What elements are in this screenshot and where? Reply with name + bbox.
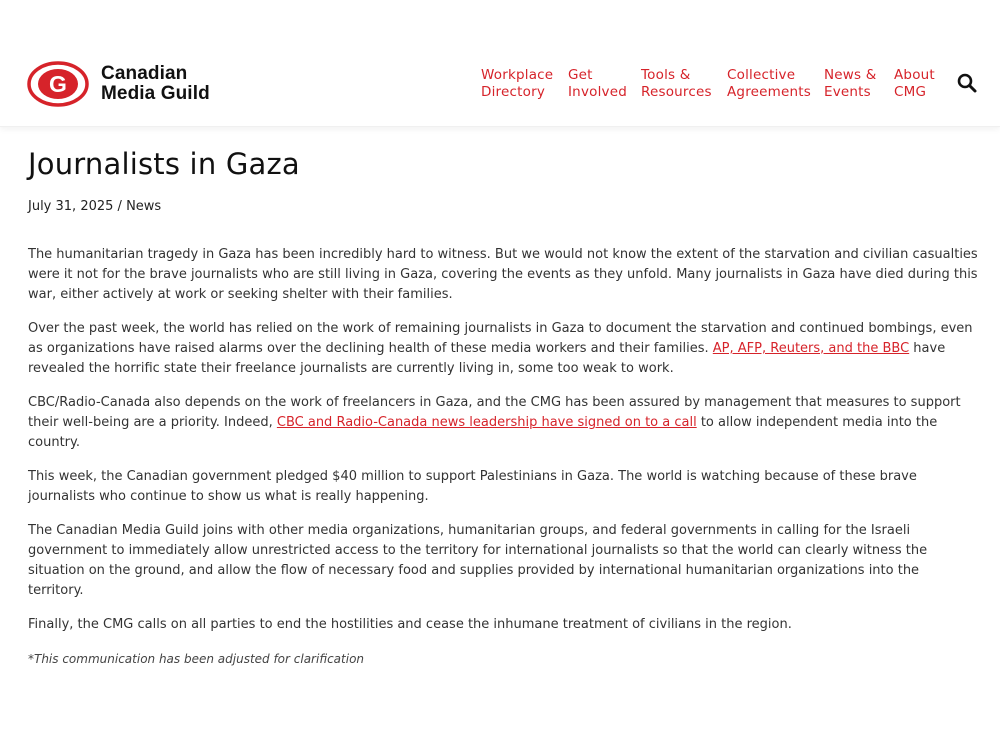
site-header	[0, 0, 1000, 127]
cbc-call-link[interactable]: CBC and Radio-Canada news leadership have signed on to a call	[276, 415, 697, 430]
logo-letter: G	[49, 71, 67, 97]
nav-label-line2: Directory	[481, 84, 546, 100]
paragraph: The Canadian Media Guild joins with other media organizations, humanitarian groups, and federal governments in calling for the Israeli government to immediately allow unrestricted access to the territory for international journalists so that the world can clearly witness the situation on the ground, and allow the flow of necessary food and supplies provided by international humanitarian organizations into the territory.	[28, 523, 928, 598]
paragraph: The humanitarian tragedy in Gaza has been incredibly hard to witness. But we would not know the extent of the starvation and civilian casualties were it not for the brave journalists who are still living in Gaza, covering the events as they unfold. Many journalists in Gaza have died during this war, either actively at work or seeking shelter with their families.	[28, 247, 978, 302]
paragraph	[28, 393, 978, 453]
nav-label-line1: Collective	[727, 67, 796, 83]
nav-label-line2: CMG	[894, 84, 927, 100]
nav-label-line1: Workplace	[481, 67, 554, 83]
main-nav	[481, 67, 954, 101]
nav-tools-resources[interactable]	[641, 67, 727, 101]
nav-label-line2: Agreements	[727, 84, 812, 100]
nav-label-line2: Resources	[641, 84, 712, 100]
nav-label-line2: Events	[824, 84, 871, 100]
paragraph-text: CBC/Radio-Canada also depends on the work of freelancers in Gaza, and the CMG has been assured by management that measures to support their well-being are a priority. Indeed,	[28, 395, 961, 430]
article-body	[28, 245, 978, 669]
nav-collective-agreements[interactable]	[727, 67, 824, 101]
logo-wordmark	[101, 64, 210, 104]
nav-label-line1: Get	[568, 67, 593, 83]
cmg-logo-icon	[27, 61, 89, 107]
logo-name-line2: Media Guild	[101, 83, 210, 104]
ap-afp-reuters-bbc-link[interactable]: AP, AFP, Reuters, and the BBC	[712, 341, 910, 356]
category-link[interactable]: News	[126, 199, 162, 214]
nav-label-line2: Involved	[568, 84, 628, 100]
paragraph: This week, the Canadian government pledged $40 million to support Palestinians in Gaza. The world is watching because of these brave journalists who continue to show us what is really happening.	[28, 469, 917, 504]
meta-separator: /	[113, 199, 127, 214]
post-date: July 31, 2025	[28, 199, 114, 214]
logo-name-line1: Canadian	[101, 63, 188, 84]
paragraph-text: have revealed the horrific state their freelance journalists are currently living in, some too weak to work.	[28, 341, 946, 376]
site-logo[interactable]	[27, 61, 210, 107]
paragraph	[28, 319, 978, 379]
nav-news-events[interactable]	[824, 67, 894, 101]
paragraph-text: Over the past week, the world has relied on the work of remaining journalists in Gaza to document the starvation and continued bombings, even as organizations have raised alarms over the declining health of these media workers and their families.	[28, 321, 973, 356]
nav-about-cmg[interactable]	[894, 67, 954, 101]
search-button[interactable]	[956, 72, 978, 94]
nav-workplace-directory[interactable]	[481, 67, 568, 101]
page-title: Journalists in Gaza	[28, 147, 300, 181]
nav-label-line1: About	[894, 67, 935, 83]
nav-label-line1: Tools &	[641, 67, 691, 83]
article	[28, 146, 978, 683]
nav-get-involved[interactable]	[568, 67, 641, 101]
paragraph: Finally, the CMG calls on all parties to end the hostilities and cease the inhumane treatment of civilians in the region.	[28, 617, 792, 632]
search-icon	[956, 72, 978, 94]
paragraph-text: to allow independent media into the country.	[28, 415, 938, 450]
post-meta	[28, 198, 978, 216]
clarification-note: *This communication has been adjusted for clarification	[28, 652, 365, 666]
nav-label-line1: News &	[824, 67, 877, 83]
